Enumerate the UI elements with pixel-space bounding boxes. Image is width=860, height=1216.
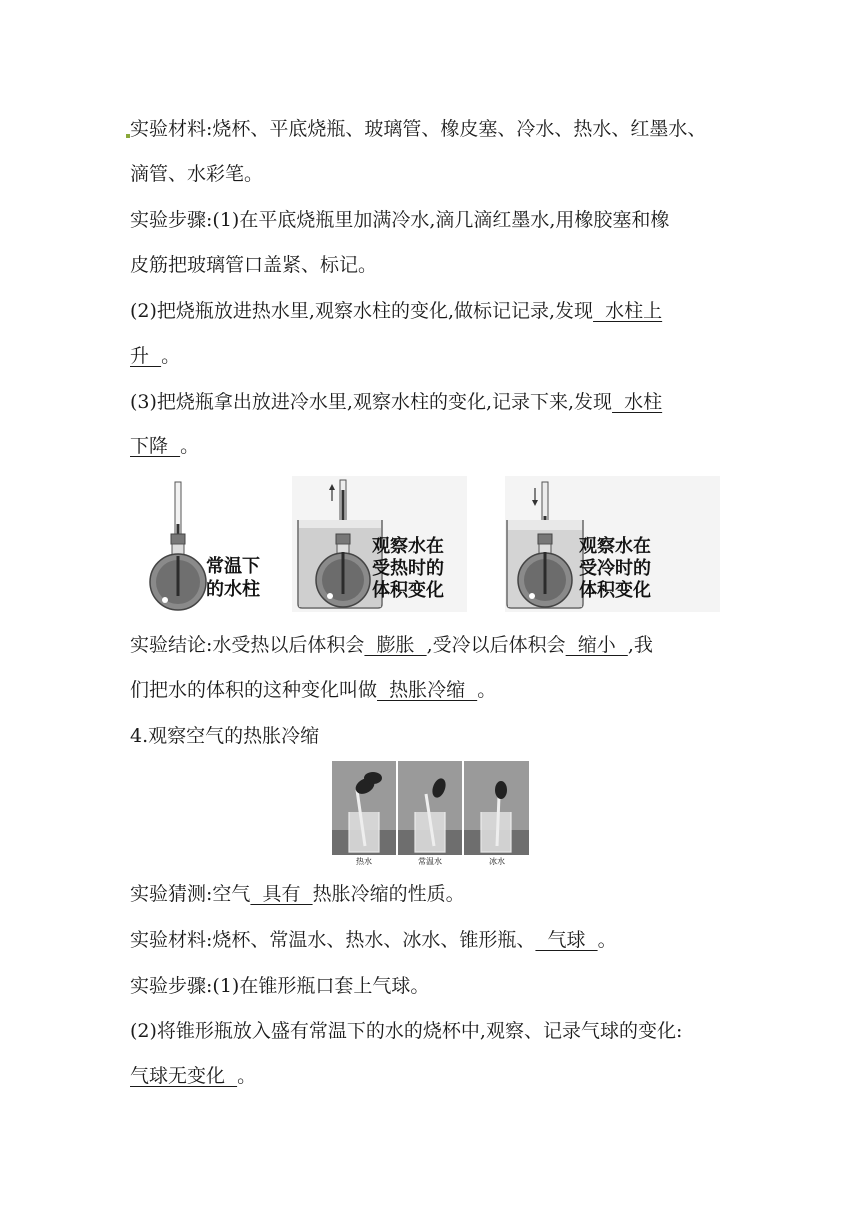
- figure-label: 受热时的: [372, 558, 444, 579]
- answer-blank: 水柱上: [593, 300, 663, 322]
- guess-line: 实验猜测:空气 具有 热胀冷缩的性质。: [130, 883, 465, 905]
- figure-label: 受冷时的: [579, 558, 651, 579]
- figure-balloon-photos: [331, 760, 530, 868]
- section-4-heading: 4.观察空气的热胀冷缩: [130, 725, 320, 747]
- figure-label: 的水柱: [206, 579, 260, 600]
- steps-2-line-2: (2)将锥形瓶放入盛有常温下的水的烧杯中,观察、记录气球的变化:: [130, 1020, 683, 1042]
- materials-line-1: 实验材料:烧杯、平底烧瓶、玻璃管、橡皮塞、冷水、热水、红墨水、: [130, 118, 707, 140]
- photo-caption: 热水: [356, 857, 372, 866]
- figure-label: 常温下: [206, 556, 260, 577]
- answer-blank: 下降: [130, 435, 181, 457]
- figure-label: 体积变化: [579, 580, 651, 601]
- photo-caption: 冰水: [489, 857, 505, 866]
- answer-blank: 气球无变化: [130, 1065, 238, 1087]
- conclusion-line-2: 们把水的体积的这种变化叫做 热胀冷缩 。: [130, 679, 497, 701]
- answer-blank: 水柱: [612, 391, 663, 413]
- step2-line-1: (2)把烧瓶放进热水里,观察水柱的变化,做标记记录,发现 水柱上: [130, 300, 663, 322]
- figure-flask-cold-water: [505, 476, 720, 612]
- conclusion-line-1: 实验结论:水受热以后体积会 膨胀 ,受冷以后体积会 缩小 ,我: [130, 634, 653, 656]
- figure-label: 体积变化: [372, 580, 444, 601]
- step1-line-2: 皮筋把玻璃管口盖紧、标记。: [130, 254, 378, 276]
- step3-line-1: (3)把烧瓶拿出放进冷水里,观察水柱的变化,记录下来,发现 水柱: [130, 391, 663, 413]
- step2-line-2: 升 。: [130, 345, 181, 367]
- materials-2-line: 实验材料:烧杯、常温水、热水、冰水、锥形瓶、 气球 。: [130, 929, 617, 951]
- answer-blank: 升: [130, 345, 162, 367]
- balloon-photo-strip: [331, 760, 530, 868]
- figure-label: 观察水在: [579, 536, 651, 557]
- step1-line-1: 实验步骤:(1)在平底烧瓶里加满冷水,滴几滴红墨水,用橡胶塞和橡: [130, 209, 670, 231]
- figure-label: 观察水在: [372, 536, 444, 557]
- figure-flask-room-temp: [140, 476, 280, 612]
- steps-2-line-1: 实验步骤:(1)在锥形瓶口套上气球。: [130, 975, 430, 997]
- answer-blank: 缩小: [565, 634, 628, 656]
- answer-blank: 气球: [535, 929, 598, 951]
- step3-line-2: 下降 。: [130, 435, 200, 457]
- answer-blank: 膨胀: [364, 634, 427, 656]
- figure-flask-hot-water: [292, 476, 467, 612]
- photo-caption: 常温水: [418, 857, 442, 866]
- answer-blank: 热胀冷缩: [377, 679, 478, 701]
- materials-line-2: 滴管、水彩笔。: [130, 163, 264, 185]
- answer-blank: 具有: [250, 883, 313, 905]
- steps-2-line-3: 气球无变化 。: [130, 1065, 257, 1087]
